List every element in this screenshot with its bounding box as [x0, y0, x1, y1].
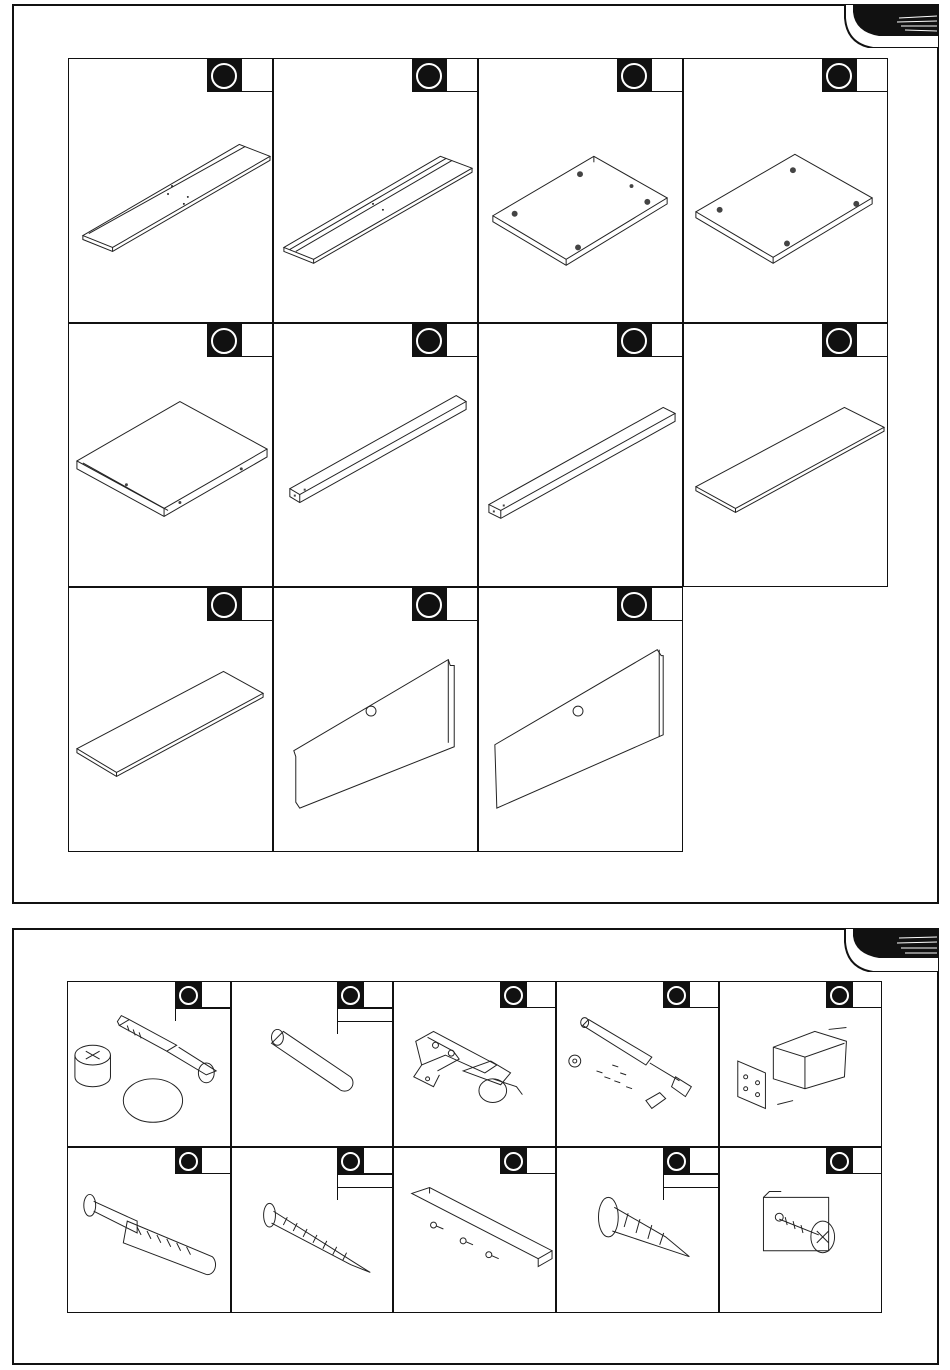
parts-grid: [68, 58, 888, 852]
corner-tab-icon: [839, 928, 939, 972]
wall-bracket-icon: [720, 982, 881, 1146]
hardware-cell-wood-screw: [231, 1147, 393, 1313]
short-screw-icon: [557, 1148, 718, 1312]
parts-panel: [12, 4, 939, 904]
part-cell-shelf-b: [68, 587, 273, 852]
rail-icon: [274, 324, 477, 586]
part-cell-long-panel-b: [273, 58, 478, 323]
hardware-cell-hinge: [393, 981, 556, 1147]
hardware-cell-dowel: [231, 981, 393, 1147]
hardware-cell-short-screw: [556, 1147, 719, 1313]
corner-screw-icon: [720, 1148, 881, 1312]
plain-panel-icon: [69, 324, 272, 586]
hardware-panel: [12, 928, 939, 1365]
handle-profile-icon: [394, 1148, 555, 1312]
shelf-icon: [684, 324, 887, 586]
wooden-dowel-icon: [232, 982, 392, 1146]
hardware-cell-wall-bracket: [719, 981, 882, 1147]
back-panel-icon: [479, 588, 682, 851]
hardware-grid: [67, 981, 881, 1311]
long-panel-icon: [274, 59, 477, 322]
wall-plug-screw-icon: [68, 1148, 230, 1312]
cam-lock-bolt-icon: [68, 982, 230, 1146]
part-cell-long-panel-a: [68, 58, 273, 323]
part-cell-back-panel-a: [273, 587, 478, 852]
part-cell-back-panel-b: [478, 587, 683, 852]
part-cell-square-panel-b: [683, 58, 888, 323]
hardware-cell-corner-screw: [719, 1147, 882, 1313]
shelf-icon: [69, 588, 272, 851]
hardware-cell-gas-strut: [556, 981, 719, 1147]
square-panel-icon: [684, 59, 887, 322]
corner-tab-icon: [839, 4, 939, 48]
part-cell-square-panel-a: [478, 58, 683, 323]
part-cell-rail-a: [273, 323, 478, 587]
gas-strut-icon: [557, 982, 718, 1146]
hardware-cell-cam-lock: [67, 981, 231, 1147]
hardware-cell-wall-plug: [67, 1147, 231, 1313]
part-cell-rail-b: [478, 323, 683, 587]
long-panel-icon: [69, 59, 272, 322]
wood-screw-icon: [232, 1148, 392, 1312]
hardware-cell-handle: [393, 1147, 556, 1313]
square-panel-icon: [479, 59, 682, 322]
hinge-icon: [394, 982, 555, 1146]
part-cell-shelf-a: [683, 323, 888, 587]
part-cell-plain-panel: [68, 323, 273, 587]
rail-icon: [479, 324, 682, 586]
back-panel-icon: [274, 588, 477, 851]
